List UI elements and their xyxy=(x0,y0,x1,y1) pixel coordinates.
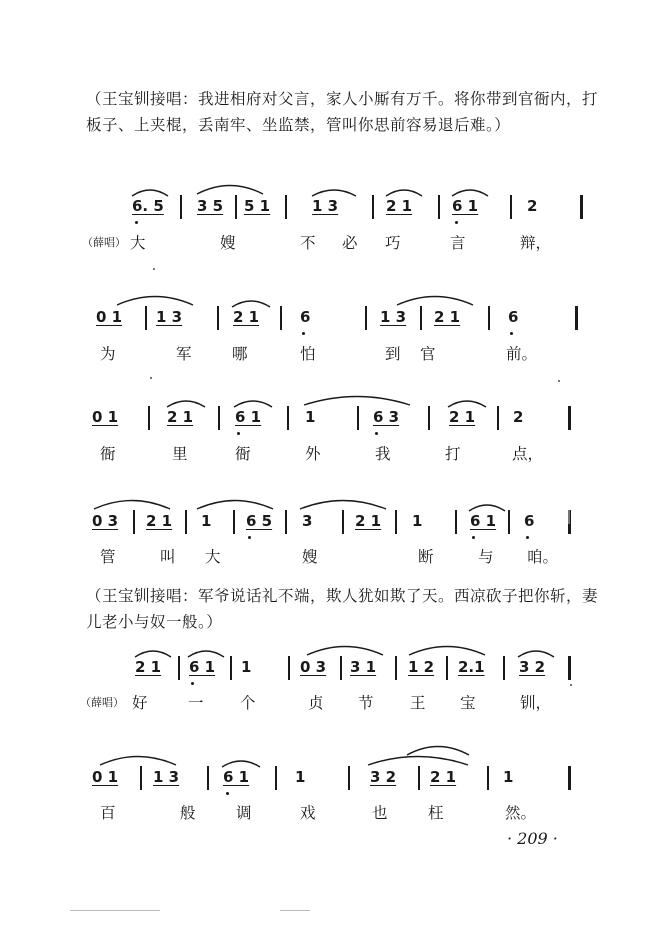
low-octave-dot xyxy=(135,221,138,224)
notation-row-2 xyxy=(0,304,655,334)
note-group: 1 xyxy=(503,768,514,786)
slur xyxy=(298,498,388,510)
lyric-char: 衙 xyxy=(100,445,116,463)
barline xyxy=(357,406,359,430)
low-octave-dot xyxy=(191,682,194,685)
barline xyxy=(365,306,367,330)
lyric-char: 嫂 xyxy=(302,548,318,566)
note-group: 6 xyxy=(300,308,311,326)
scan-speck xyxy=(70,910,160,911)
lyrics-row-3 xyxy=(0,438,655,468)
note-group: 2 1 xyxy=(135,658,162,676)
note-group: 6 xyxy=(508,308,519,326)
barline xyxy=(275,766,277,790)
barline xyxy=(233,510,235,534)
lyric-char: 好 xyxy=(132,694,148,712)
slur xyxy=(195,498,275,510)
slur xyxy=(115,294,195,306)
lyric-char: 巧 xyxy=(385,234,401,252)
slur xyxy=(446,398,488,408)
recitative-text-2: （王宝钏接唱：军爷说话礼不端，欺人犹如欺了天。西凉砍子把你斩，妻儿老小与奴一般。） xyxy=(86,587,599,631)
lyric-char: 到 xyxy=(385,345,401,363)
note-group: 0 1 xyxy=(96,308,123,326)
barline xyxy=(340,656,342,680)
lyrics-row-1 xyxy=(0,227,655,257)
barline xyxy=(488,306,490,330)
note-group: 2.1 xyxy=(458,658,485,676)
slur xyxy=(450,187,490,197)
barline xyxy=(280,306,282,330)
slur xyxy=(232,398,274,408)
lyric-char: 衙 xyxy=(235,445,251,463)
lyric-char: 枉 xyxy=(428,804,444,822)
note-group: 6 1 xyxy=(189,658,216,676)
lyric-char: 也 xyxy=(372,804,388,822)
lyric-char: 大 xyxy=(205,548,221,566)
lyric-char: 管 xyxy=(100,548,116,566)
lyrics-row-5 xyxy=(0,687,655,717)
lyric-char: 宝 xyxy=(460,694,476,712)
note-group: 3 xyxy=(302,512,313,530)
note-group: 2 1 xyxy=(449,408,476,426)
slur xyxy=(220,758,262,768)
barline xyxy=(497,406,499,430)
lyric-char: 节 xyxy=(358,694,374,712)
lyrics-row-2 xyxy=(0,338,655,368)
lyric-char: 外 xyxy=(305,445,321,463)
note-group: 1 3 xyxy=(156,308,183,326)
barline xyxy=(568,656,571,680)
slur xyxy=(130,187,170,197)
lyric-char: 辩， xyxy=(520,234,552,252)
note-group: 2 1 xyxy=(434,308,461,326)
barline xyxy=(185,510,187,534)
lyric-char: 里 xyxy=(172,445,188,463)
scan-speck xyxy=(280,910,310,911)
slur xyxy=(92,498,172,510)
note-group: 2 1 xyxy=(233,308,260,326)
low-octave-dot xyxy=(226,792,229,795)
lyric-char: 点， xyxy=(512,445,544,463)
slur xyxy=(98,754,178,766)
barline xyxy=(342,510,344,534)
barline xyxy=(140,766,142,790)
lyrics-row-6 xyxy=(0,797,655,827)
note-group: 1 3 xyxy=(312,197,339,215)
note-group: 1 3 xyxy=(380,308,407,326)
lyric-char: 打 xyxy=(445,445,461,463)
notation-row-6 xyxy=(0,764,655,794)
note-group: 2 1 xyxy=(167,408,194,426)
notation-row-5 xyxy=(0,654,655,684)
low-octave-dot xyxy=(455,221,458,224)
note-group: 6 3 xyxy=(373,408,400,426)
note-group: 0 1 xyxy=(92,408,119,426)
lyric-char: 不 xyxy=(300,234,316,252)
barline xyxy=(372,195,374,219)
barline xyxy=(395,656,397,680)
note-group: 1 xyxy=(295,768,306,786)
slur xyxy=(195,183,265,195)
barline xyxy=(395,510,397,534)
barline xyxy=(446,656,448,680)
note-group: 2 xyxy=(527,197,538,215)
note-group: 2 1 xyxy=(355,512,382,530)
slur xyxy=(395,294,475,306)
barline xyxy=(568,766,571,790)
slur xyxy=(384,187,424,197)
low-octave-dot xyxy=(510,332,513,335)
notation-row-4 xyxy=(0,508,655,538)
barline xyxy=(285,195,287,219)
scan-speck xyxy=(568,510,570,524)
barline xyxy=(508,510,510,534)
slur xyxy=(516,648,556,658)
barline xyxy=(510,195,512,219)
barline xyxy=(148,406,150,430)
lyric-char: 怕 xyxy=(300,345,316,363)
barline xyxy=(230,656,232,680)
low-octave-dot xyxy=(302,332,305,335)
note-group: 0 3 xyxy=(300,658,327,676)
note-group: 0 3 xyxy=(92,512,119,530)
note-group: 3 5 xyxy=(197,197,224,215)
barline xyxy=(348,766,350,790)
note-group: 3 2 xyxy=(370,768,397,786)
barline xyxy=(133,510,135,534)
lyric-char: 与 xyxy=(478,548,494,566)
lyric-char: 叫 xyxy=(160,548,176,566)
lyric-char: 钏， xyxy=(520,694,552,712)
notation-row-1 xyxy=(0,193,655,223)
barline xyxy=(455,510,457,534)
barline xyxy=(438,195,440,219)
slur xyxy=(302,394,412,406)
note-group: 2 1 xyxy=(146,512,173,530)
lyric-char: 戏 xyxy=(300,804,316,822)
barline xyxy=(568,406,571,430)
note-group: 1 xyxy=(241,658,252,676)
low-octave-dot xyxy=(472,536,475,539)
lyric-char: 言 xyxy=(450,234,466,252)
low-octave-dot xyxy=(526,536,529,539)
lyric-char: 军 xyxy=(176,345,192,363)
note-group: 2 1 xyxy=(386,197,413,215)
low-octave-dot xyxy=(237,432,240,435)
page-number: · 209 · xyxy=(507,829,558,848)
note-group: 5 1 xyxy=(244,197,271,215)
slur xyxy=(407,644,487,656)
barline xyxy=(428,406,430,430)
note-group: 6 1 xyxy=(223,768,250,786)
slur xyxy=(467,502,507,512)
singer-label: （薛唱） xyxy=(80,696,124,709)
barline xyxy=(580,195,583,219)
note-group: 1 xyxy=(201,512,212,530)
barline xyxy=(288,656,290,680)
lyric-char: 百 xyxy=(100,804,116,822)
lyric-char: 般 xyxy=(180,804,196,822)
barline xyxy=(285,510,287,534)
scan-speck xyxy=(570,684,572,686)
singer-label: （薛唱） xyxy=(82,236,126,249)
barline xyxy=(145,306,147,330)
lyric-char: 个 xyxy=(240,694,256,712)
barline xyxy=(178,656,180,680)
slur xyxy=(310,187,358,197)
notation-row-3 xyxy=(0,404,655,434)
note-group: 6 1 xyxy=(470,512,497,530)
note-group: 6 xyxy=(524,512,535,530)
slur xyxy=(230,298,272,308)
barline xyxy=(287,406,289,430)
note-group: 0 1 xyxy=(92,768,119,786)
lyric-char: 必 xyxy=(342,234,358,252)
lyric-char: 前。 xyxy=(506,345,538,363)
low-octave-dot xyxy=(248,536,251,539)
note-group: 2 xyxy=(513,408,524,426)
note-group: 6. 5 xyxy=(132,197,164,215)
lyrics-row-4 xyxy=(0,541,655,571)
slur xyxy=(186,648,226,658)
lyric-char: 大 xyxy=(130,234,146,252)
note-group: 1 xyxy=(305,408,316,426)
slur xyxy=(405,744,471,756)
barline xyxy=(217,306,219,330)
lyric-char: 官 xyxy=(420,345,436,363)
note-group: 1 xyxy=(412,512,423,530)
lyric-char: 断 xyxy=(418,548,434,566)
scan-speck xyxy=(558,380,560,382)
note-group: 1 2 xyxy=(408,658,435,676)
note-group: 6 1 xyxy=(235,408,262,426)
lyric-char: 我 xyxy=(375,445,391,463)
lyric-char: 为 xyxy=(100,345,116,363)
barline xyxy=(180,195,182,219)
low-octave-dot xyxy=(375,432,378,435)
note-group: 3 1 xyxy=(350,658,377,676)
barline xyxy=(235,195,237,219)
lyric-char: 哪 xyxy=(232,345,248,363)
note-group: 6 1 xyxy=(452,197,479,215)
lyric-char: 然。 xyxy=(505,804,537,822)
barline xyxy=(575,306,578,330)
lyric-char: 嫂 xyxy=(220,234,236,252)
barline xyxy=(503,656,505,680)
note-group: 1 3 xyxy=(153,768,180,786)
slur xyxy=(165,398,207,408)
lyric-char: 贞 xyxy=(308,694,324,712)
note-group: 2 1 xyxy=(430,768,457,786)
lyric-char: 王 xyxy=(410,694,426,712)
slur xyxy=(305,644,385,656)
recitative-text-1: （王宝钏接唱：我进相府对父言，家人小厮有万千。将你带到官衙内，打板子、上夹棍，丢南牢、坐监禁，管叫你思前容易退后难。） xyxy=(86,90,599,134)
slur xyxy=(133,648,173,658)
lyric-char: 咱。 xyxy=(527,548,559,566)
lyric-char: 调 xyxy=(236,804,252,822)
lyric-char: 一 xyxy=(188,694,204,712)
barline xyxy=(418,766,420,790)
barline xyxy=(207,766,209,790)
scan-speck xyxy=(153,268,155,270)
note-group: 6 5 xyxy=(246,512,273,530)
barline xyxy=(218,406,220,430)
barline xyxy=(487,766,489,790)
barline xyxy=(420,306,422,330)
note-group: 3 2 xyxy=(519,658,546,676)
scan-speck xyxy=(150,377,152,379)
